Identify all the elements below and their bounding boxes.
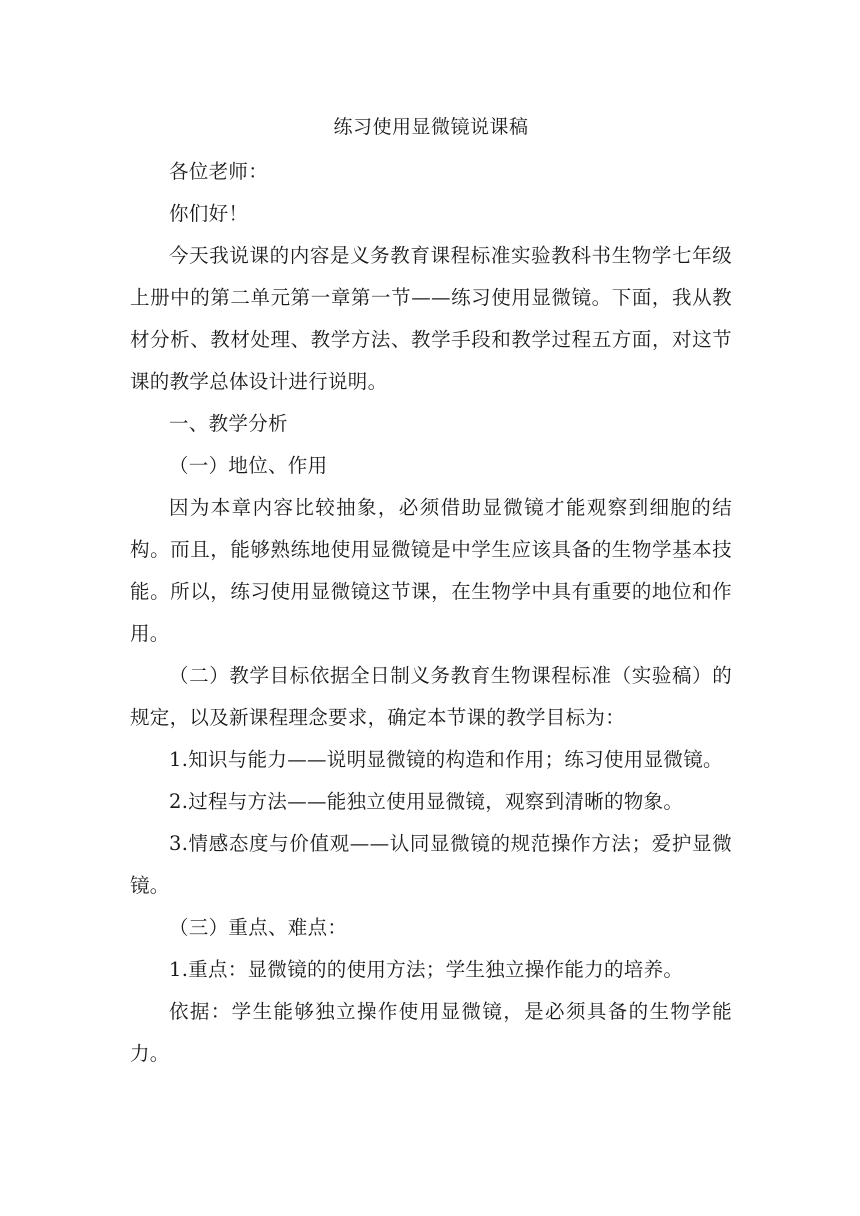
section-heading-teaching-analysis: 一、教学分析 (169, 412, 288, 435)
intro-paragraph: 今天我说课的内容是义务教育课程标准实验教科书生物学七年级上册中的第二单元第一章第一节——练习使用显微镜。下面，我从教材分析、教材处理、教学方法、教学手段和教学过程五方面，对这节课的教学总体设计进行说明。 (130, 244, 732, 393)
key-point-basis: 依据：学生能够独立操作使用显微镜，是必须具备的生物学能力。 (130, 1000, 732, 1065)
objective-item-2: 2.过程与方法——能独立使用显微镜，观察到清晰的物象。 (169, 790, 684, 813)
subsection-heading-position-role: （一）地位、作用 (169, 454, 328, 477)
objective-item-3: 3.情感态度与价值观——认同显微镜的规范操作方法；爱护显微镜。 (130, 832, 732, 897)
document-body (130, 110, 732, 1075)
salutation: 各位老师： (169, 160, 269, 183)
key-point-item-1: 1.重点：显微镜的的使用方法；学生独立操作能力的培养。 (169, 958, 684, 981)
position-role-paragraph: 因为本章内容比较抽象，必须借助显微镜才能观察到细胞的结构。而且，能够熟练地使用显微镜是中学生应该具备的生物学基本技能。所以，练习使用显微镜这节课，在生物学中具有重要的地位和作用。 (130, 496, 732, 645)
objective-item-1: 1.知识与能力——说明显微镜的构造和作用；练习使用显微镜。 (169, 748, 723, 771)
teaching-objectives-paragraph: （二）教学目标依据全日制义务教育生物课程标准（实验稿）的规定，以及新课程理念要求，确定本节课的教学目标为： (130, 664, 732, 729)
greeting: 你们好！ (169, 202, 249, 225)
subsection-heading-key-points: （三）重点、难点： (169, 916, 348, 939)
document-title: 练习使用显微镜说课稿 (333, 116, 529, 138)
